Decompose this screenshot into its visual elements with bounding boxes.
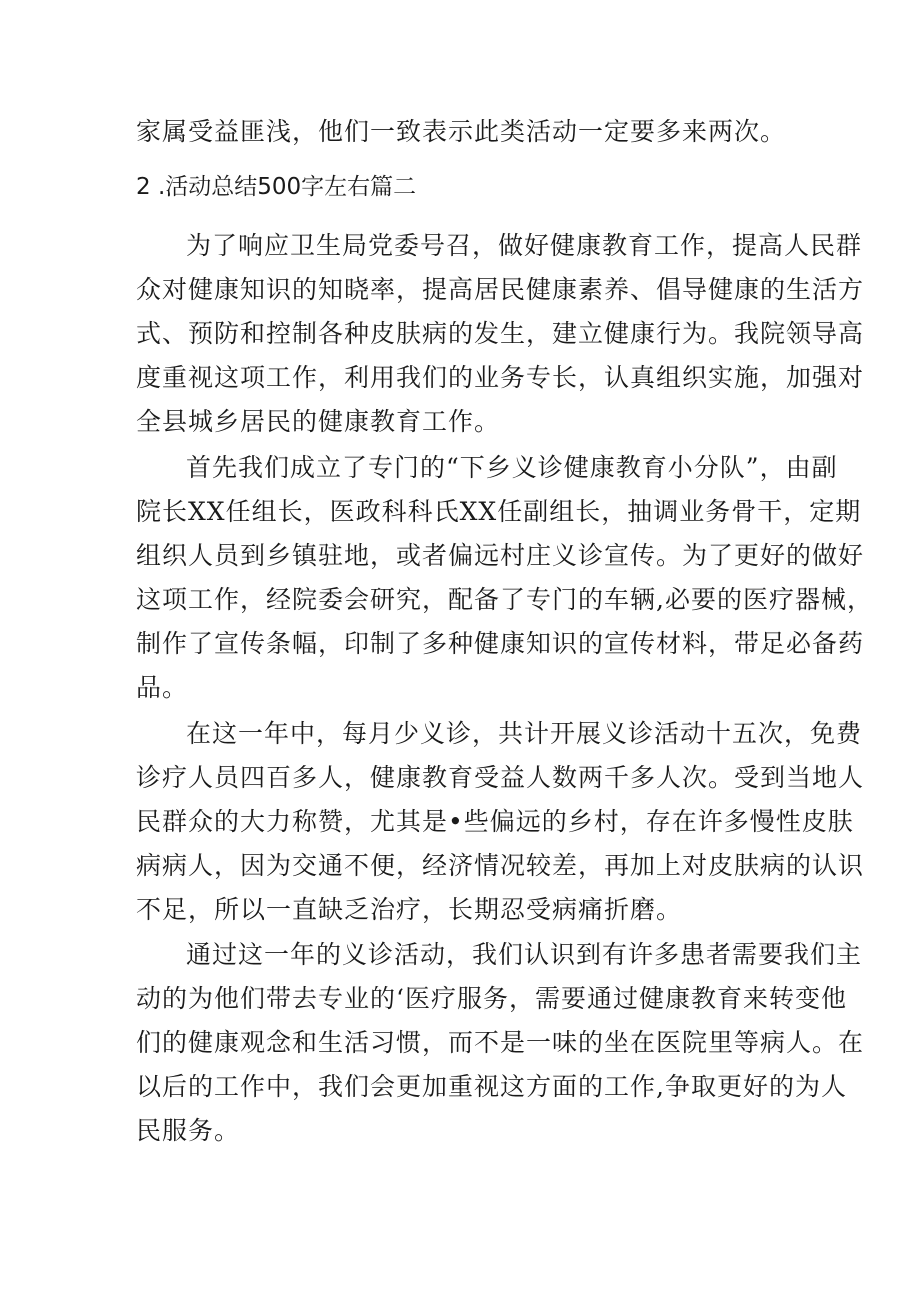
paragraph-2-line-5: 制作了宣传条幅，印制了多种健康知识的宣传材料，带足必备药 [136,629,865,658]
paragraph-2-line-4: 这项工作，经院委会研究，配备了专门的车辆,必要的医疗器械， [136,585,873,614]
paragraph-3-line-5: 不足，所以一直缺乏治疗，长期忍受病痛折磨。 [136,895,683,924]
section-heading: 2 .活动总结500字左右篇二 [136,174,417,200]
paragraph-1-line-3: 式、预防和控制各种皮肤病的发生，建立健康行为。我院领导高 [136,319,865,348]
paragraph-1-line-4: 度重视这项工作，利用我们的业务专长，认真组织实施，加强对 [136,363,865,392]
paragraph-4-line-4: 以后的工作中，我们会更加重视这方面的工作,争取更好的为人 [136,1072,847,1101]
paragraph-2-line-2: 院长XX任组长，医政科科氏XX任副组长，抽调业务骨干，定期 [136,497,862,526]
paragraph-1-line-5: 全县城乡居民的健康教育工作。 [136,407,501,436]
paragraph-4-line-1: 通过这一年的义诊活动，我们认识到有许多患者需要我们主 [186,940,863,969]
paragraph-3-line-1: 在这一年中，每月少义诊，共计开展义诊活动十五次，免费 [186,719,863,748]
paragraph-3-line-2: 诊疗人员四百多人，健康教育受益人数两千多人次。受到当地人 [136,763,865,792]
paragraph-4-line-2: 动的为他们带去专业的‘医疗服务，需要通过健康教育来转变他 [136,984,847,1013]
intro-line: 家属受益匪浅，他们一致表示此类活动一定要多来两次。 [136,117,787,146]
paragraph-3-line-4: 病病人，因为交通不便，经济情况较差，再加上对皮肤病的认识 [136,851,865,880]
paragraph-1-line-2: 众对健康知识的知晓率，提高居民健康素养、倡导健康的生活方 [136,275,865,304]
paragraph-2-line-1: 首先我们成立了专门的“下乡义诊健康教育小分队”，由副 [186,453,838,482]
paragraph-4-line-5: 民服务。 [136,1116,241,1145]
paragraph-2-line-6: 品。 [136,673,189,702]
paragraph-2-line-3: 组织人员到乡镇驻地，或者偏远村庄义诊宣传。为了更好的做好 [136,541,865,570]
paragraph-3-line-3: 民群众的大力称赞，尤其是•些偏远的乡村，存在许多慢性皮肤 [136,807,854,836]
paragraph-1-line-1: 为了响应卫生局党委号召，做好健康教育工作，提高人民群 [186,231,863,260]
paragraph-4-line-3: 们的健康观念和生活习惯，而不是一味的坐在医院里等病人。在 [136,1028,865,1057]
